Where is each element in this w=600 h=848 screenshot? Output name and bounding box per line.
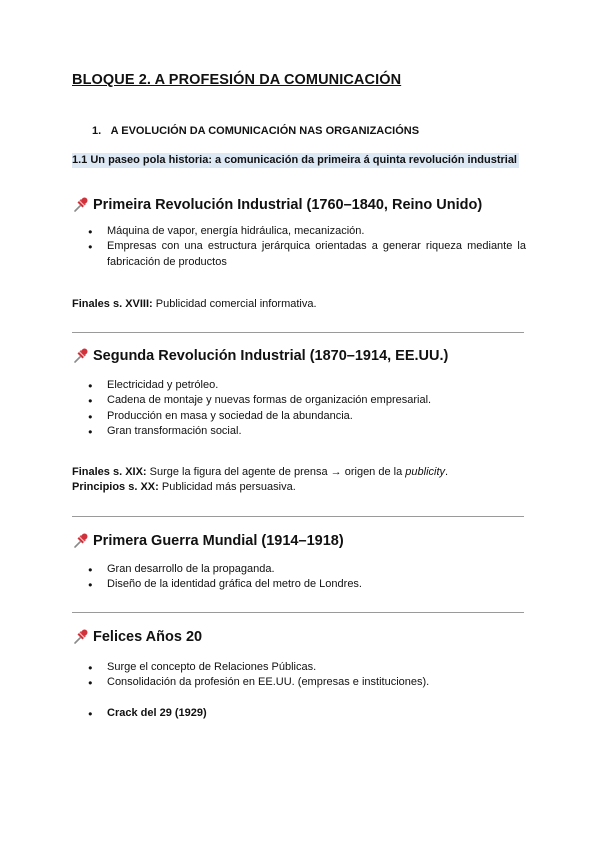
era-bullet-list xyxy=(88,562,362,593)
era-bullet-list xyxy=(88,224,526,270)
note-italic-term: publicity xyxy=(405,466,446,478)
list-item: ● Producción en masa y sociedad de la abundancia. xyxy=(88,409,431,424)
note-tail: . xyxy=(445,466,449,478)
note-text: Publicidad comercial informativa. xyxy=(152,298,317,310)
era-bullet-list xyxy=(88,378,431,440)
era-title-second-industrial-revolution xyxy=(72,348,448,364)
bold-list-item: ● Crack del 29 (1929) xyxy=(88,706,207,721)
note-text: Surge la figura del agente de prensa → origen de la xyxy=(146,466,406,478)
era-title-first-industrial-revolution xyxy=(72,197,482,213)
note-label: Principios s. XX: xyxy=(72,481,159,493)
era-note xyxy=(72,480,296,495)
list-item: ● Gran transformación social. xyxy=(88,424,431,439)
era-bullet-list xyxy=(88,660,429,691)
section-divider xyxy=(72,332,524,333)
pushpin-icon xyxy=(72,197,90,213)
era-title-text: Primera Guerra Mundial (1914–1918) xyxy=(93,533,344,549)
list-item: ● Cadena de montaje y nuevas formas de organización empresarial. xyxy=(88,393,431,408)
pushpin-icon xyxy=(72,629,90,645)
section-divider xyxy=(72,612,524,613)
section-number: 1. xyxy=(92,125,102,137)
era-title-first-world-war xyxy=(72,533,344,549)
pushpin-icon xyxy=(72,533,90,549)
era-title-text: Primeira Revolución Industrial (1760–1840, Reino Unido) xyxy=(93,197,483,213)
section-divider xyxy=(72,516,524,517)
list-item: ● Diseño de la identidad gráfica del metro de Londres. xyxy=(88,577,362,592)
list-item: ● Empresas con una estructura jerárquica orientadas a generar riqueza mediante la fabricación de productos xyxy=(88,239,526,270)
section-heading xyxy=(92,125,419,137)
note-label: Finales s. XIX: xyxy=(72,466,147,478)
era-note xyxy=(72,297,317,312)
era-title-text: Felices Años 20 xyxy=(93,629,203,645)
document-title: BLOQUE 2. A PROFESIÓN DA COMUNICACIÓN xyxy=(72,72,402,88)
section-heading-text: A EVOLUCIÓN DA COMUNICACIÓN NAS ORGANIZACIÓNS xyxy=(110,125,420,137)
list-item: ● Electricidad y petróleo. xyxy=(88,378,431,393)
list-item: ● Surge el concepto de Relaciones Públicas. xyxy=(88,660,429,675)
era-title-roaring-twenties xyxy=(72,629,202,645)
list-item: ● Máquina de vapor, energía hidráulica, mecanización. xyxy=(88,224,526,239)
note-label: Finales s. XVIII: xyxy=(72,298,153,310)
list-item: ● Gran desarrollo de la propaganda. xyxy=(88,562,362,577)
pushpin-icon xyxy=(72,348,90,364)
era-title-text: Segunda Revolución Industrial (1870–1914, EE.UU.) xyxy=(93,348,449,364)
subsection-heading: 1.1 Un paseo pola historia: a comunicación da primeira á quinta revolución industrial xyxy=(72,154,517,166)
list-item: ● Consolidación da profesión en EE.UU. (empresas e instituciones). xyxy=(88,675,429,690)
era-note xyxy=(72,465,448,480)
note-text: Publicidad más persuasiva. xyxy=(158,481,296,493)
